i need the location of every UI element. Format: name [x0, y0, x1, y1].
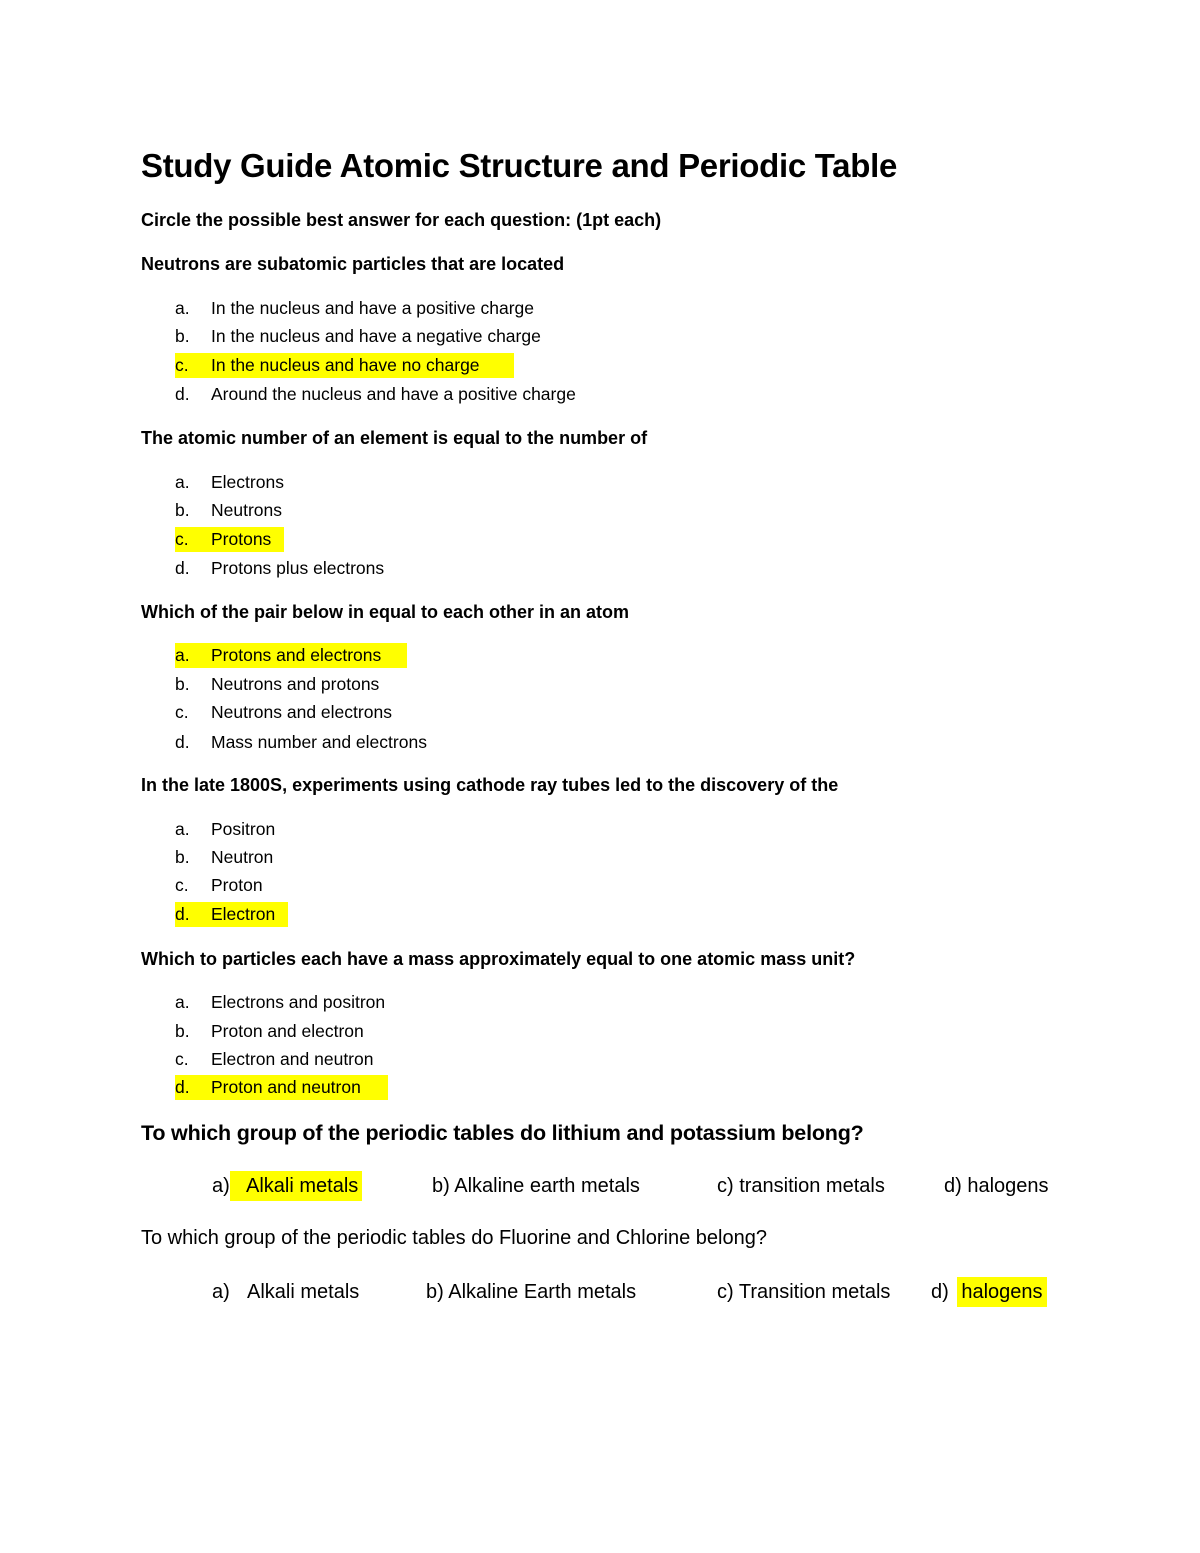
- option-text: Mass number and electrons: [211, 732, 427, 752]
- option-text: In the nucleus and have a positive charge: [211, 298, 534, 318]
- option-letter: b.: [175, 326, 190, 346]
- question-1-prompt: Neutrons are subatomic particles that are located: [141, 254, 565, 274]
- question-6-option-d: [944, 1171, 1049, 1201]
- question-6-option-a: [212, 1171, 230, 1201]
- option-text: Protons: [211, 529, 272, 549]
- option-letter: c.: [175, 529, 189, 549]
- option-text: Electrons: [211, 472, 284, 492]
- option-text: Neutrons and protons: [211, 674, 380, 694]
- option-letter: d.: [175, 558, 190, 578]
- option-text: Alkali metals: [247, 1281, 360, 1303]
- question-7-option-a: [212, 1277, 230, 1307]
- question-3-prompt: Which of the pair below in equal to each other in an atom: [141, 602, 630, 622]
- option-text: Neutrons: [211, 500, 283, 520]
- instructions: Circle the possible best answer for each question: (1pt each): [141, 210, 662, 230]
- question-7-option-b: [426, 1277, 636, 1307]
- option-text: Neutrons and electrons: [211, 702, 392, 722]
- option-text: b) Alkaline earth metals: [432, 1175, 640, 1197]
- option-letter: d.: [175, 384, 190, 404]
- option-text: In the nucleus and have no charge: [211, 355, 480, 375]
- option-letter: a.: [175, 819, 190, 839]
- option-letter: b.: [175, 500, 190, 520]
- option-text: Electron: [211, 904, 276, 924]
- question-3-option-a-highlighted: [175, 643, 407, 668]
- option-text-highlighted: halogens: [957, 1277, 1046, 1307]
- option-text: Protons and electrons: [211, 645, 382, 665]
- option-text: Around the nucleus and have a positive charge: [211, 384, 576, 404]
- question-5-prompt: Which to particles each have a mass approximately equal to one atomic mass unit?: [141, 949, 856, 969]
- option-letter: b.: [175, 674, 190, 694]
- option-letter: d.: [175, 732, 190, 752]
- option-letter: d.: [175, 1077, 190, 1097]
- option-letter: a): [212, 1175, 230, 1197]
- option-letter: c.: [175, 875, 189, 895]
- option-text: In the nucleus and have a negative charge: [211, 326, 541, 346]
- option-text: Positron: [211, 819, 276, 839]
- option-letter: d.: [175, 904, 190, 924]
- option-text: b) Alkaline Earth metals: [426, 1281, 637, 1303]
- option-text: Proton and neutron: [211, 1077, 361, 1097]
- question-4-option-d-highlighted: [175, 902, 288, 927]
- option-text: c) Transition metals: [717, 1281, 891, 1303]
- option-text: Electron and neutron: [211, 1049, 374, 1069]
- question-1-option-c-highlighted: [175, 353, 514, 378]
- option-letter: c.: [175, 355, 189, 375]
- question-4-prompt: In the late 1800S, experiments using cathode ray tubes led to the discovery of the: [141, 775, 839, 795]
- option-letter: a.: [175, 645, 190, 665]
- question-2-prompt: The atomic number of an element is equal to the number of: [141, 428, 648, 448]
- option-letter: c.: [175, 702, 189, 722]
- question-5-option-d-highlighted: [175, 1075, 388, 1100]
- option-text: Neutron: [211, 847, 274, 867]
- option-text: Protons plus electrons: [211, 558, 385, 578]
- option-text: Electrons and positron: [211, 992, 386, 1012]
- question-2-option-c-highlighted: [175, 527, 284, 552]
- option-letter: a.: [175, 298, 190, 318]
- option-text: Proton and electron: [211, 1021, 364, 1041]
- option-letter: a.: [175, 472, 190, 492]
- question-6-option-b: [432, 1171, 640, 1201]
- option-text: c) transition metals: [717, 1175, 885, 1197]
- question-7-option-d: [931, 1277, 1047, 1307]
- option-text: Proton: [211, 875, 263, 895]
- option-letter: d): [931, 1281, 949, 1303]
- question-7-prompt: To which group of the periodic tables do Fluorine and Chlorine belong?: [141, 1227, 767, 1249]
- question-7-option-a-text: [247, 1277, 359, 1307]
- option-text: d) halogens: [944, 1175, 1049, 1197]
- option-letter: c.: [175, 1049, 189, 1069]
- question-6-option-a-highlighted: [230, 1171, 362, 1201]
- option-letter: b.: [175, 1021, 190, 1041]
- option-text: Alkali metals: [230, 1171, 362, 1201]
- question-6-option-c: [717, 1171, 885, 1201]
- page-title: Study Guide Atomic Structure and Periodic Table: [141, 147, 898, 184]
- option-letter: a.: [175, 992, 190, 1012]
- question-7-option-c: [717, 1277, 890, 1307]
- option-letter: b.: [175, 847, 190, 867]
- question-6-prompt: To which group of the periodic tables do lithium and potassium belong?: [141, 1121, 864, 1145]
- option-letter: a): [212, 1281, 230, 1303]
